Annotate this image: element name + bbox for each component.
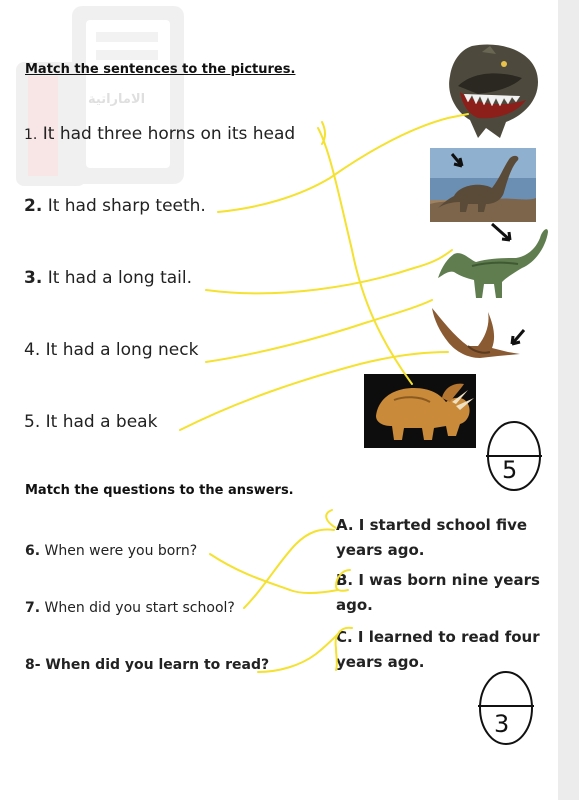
- sentence-3-text: It had a long tail.: [42, 268, 193, 288]
- match-line-3: [206, 250, 452, 293]
- question-7-text: When did you start school?: [40, 600, 235, 616]
- long-tail-dinosaur-picture: [432, 222, 552, 306]
- question-8-number: 8-: [25, 657, 41, 673]
- sentence-3: [24, 268, 192, 288]
- sentence-3-number: 3.: [24, 268, 43, 288]
- answer-b-line1: B. I was born nine years: [336, 571, 540, 589]
- sentence-4: [24, 340, 198, 360]
- match-line-q7: [244, 530, 334, 608]
- match-line-q6: [210, 554, 338, 593]
- answer-b: [336, 568, 540, 618]
- question-7-number: 7.: [25, 600, 41, 616]
- section2-heading: Match the questions to the answers.: [25, 483, 294, 498]
- sentence-5-text: It had a beak: [40, 412, 158, 432]
- match-line-mark: [322, 122, 325, 144]
- triceratops-picture: [364, 374, 476, 448]
- watermark-text: الاماراتية: [88, 92, 146, 107]
- page-edge: [558, 0, 579, 800]
- question-6-text: When were you born?: [40, 543, 198, 559]
- question-7: [25, 600, 235, 616]
- sentence-2: [24, 196, 206, 216]
- section1-heading: Match the sentences to the pictures.: [25, 62, 296, 77]
- answer-c-line1: C. I learned to read four: [336, 628, 540, 646]
- question-6-number: 6.: [25, 543, 41, 559]
- match-line-1: [318, 128, 412, 384]
- brachiosaurus-picture: [430, 148, 536, 222]
- sentence-4-number: 4.: [24, 340, 41, 360]
- sentence-2-number: 2.: [24, 196, 43, 216]
- answer-a-bracket: [326, 510, 336, 528]
- t-rex-head-picture: [442, 42, 542, 142]
- answer-a-line2: years ago.: [336, 541, 425, 559]
- question-8: [25, 657, 269, 673]
- sentence-1-text: It had three horns on its head: [37, 124, 296, 144]
- match-line-4: [206, 300, 432, 362]
- answer-a-line1: A. I started school five: [336, 516, 528, 534]
- sentence-5: [24, 412, 157, 432]
- pterodactyl-picture: [428, 306, 528, 368]
- answer-b-line2: ago.: [336, 596, 373, 614]
- sentence-1: [24, 124, 295, 144]
- answer-a: [336, 513, 527, 563]
- score-section1: 5: [502, 456, 518, 484]
- answer-c-line2: years ago.: [336, 653, 425, 671]
- sentence-2-text: It had sharp teeth.: [42, 196, 206, 216]
- question-6: [25, 543, 197, 559]
- score-section2: 3: [494, 710, 510, 738]
- match-line-q8: [258, 634, 338, 672]
- sentence-4-text: It had a long neck: [40, 340, 199, 360]
- sentence-1-number: 1.: [24, 127, 38, 143]
- question-8-text: When did you learn to read?: [40, 657, 270, 673]
- sentence-5-number: 5.: [24, 412, 41, 432]
